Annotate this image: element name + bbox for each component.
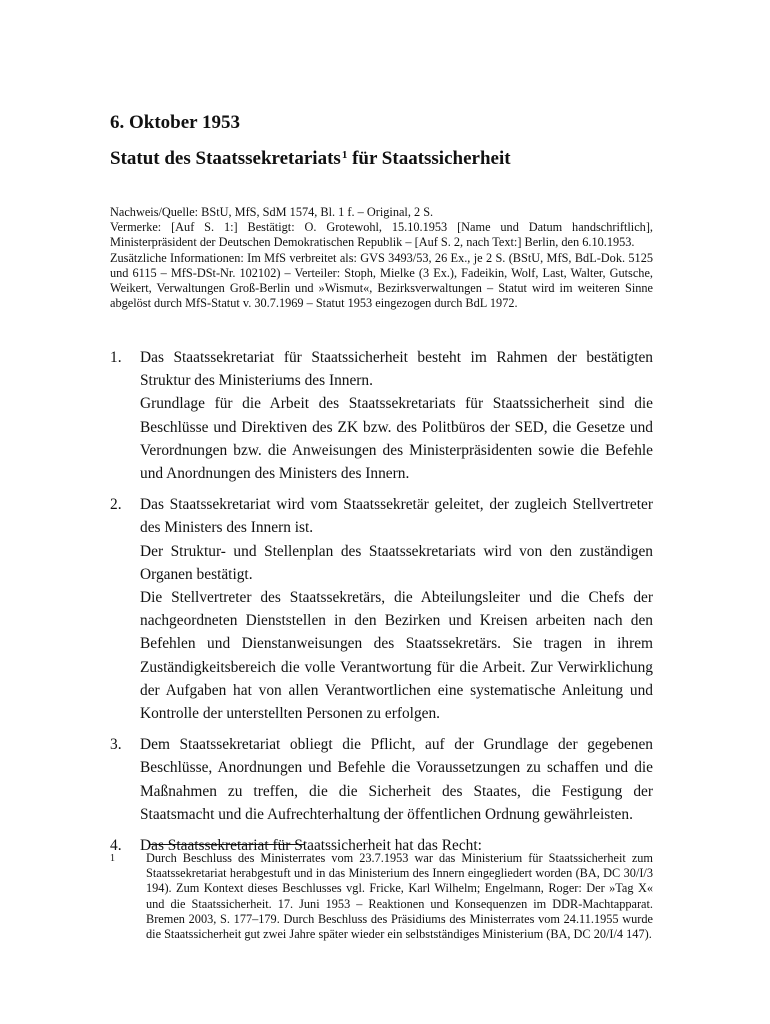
article-paragraph: Der Struktur- und Stellenplan des Staatssekretariats wird von den zuständigen Organen bestätigt. (140, 542, 653, 583)
document-title (110, 148, 511, 170)
title-text: Statut des Staatssekretariats (110, 148, 341, 169)
article-number: 2. (110, 496, 122, 514)
article-item (110, 493, 653, 725)
footnote-mark: 1 (110, 853, 115, 864)
article-list (110, 346, 653, 865)
article-paragraph: Das Staatssekretariat für Staatssicherheit besteht im Rahmen der bestätigten Struktur des Ministeriums des Innern. (140, 349, 653, 390)
source-note (110, 205, 653, 311)
article-number: 3. (110, 736, 122, 754)
title-suffix: für Staatssicherheit (347, 148, 511, 169)
article-item (110, 733, 653, 826)
article-paragraph: Dem Staatssekretariat obliegt die Pflicht, auf der Grundlage der gegebenen Beschlüsse, Anordnungen und Befehle die Voraussetzungen zu schaffen und die Maßnahmen zu treffen, die die Sicherheit des Staates, die Festigung der Staatsmacht und die Aufrechterhaltung der öffentlichen Ordnung gewährleisten. (140, 736, 653, 823)
footnote-text: Durch Beschluss des Ministerrates vom 23.7.1953 war das Ministerium für Staatssicherheit zum Staatssekretariat herabgestuft und in das Ministerium des Innern eingegliedert worden (BA, DC 30/I/3 194). Zum Kontext dieses Beschlusses vgl. Fricke, Karl Wilhelm; Engelmann, Roger: Der »Tag X« und die Staatssicherheit. 17. Juni 1953 – Reaktionen und Konsequenzen im DDR-Machtapparat. Bremen 2003, S. 177–179. Durch Beschluss des Präsidiums des Ministerrates vom 24.11.1955 wurde die Staatssicherheit gut zwei Jahre später wieder ein selbstständiges Ministerium (BA, DC 20/I/4 147). (146, 851, 653, 942)
article-paragraph: Das Staatssekretariat für Staatssicherheit hat das Recht: (140, 837, 482, 855)
article-paragraph: Grundlage für die Arbeit des Staatssekretariats für Staatssicherheit sind die Beschlüsse und Direktiven des ZK bzw. des Politbüros der SED, die Gesetze und Verordnungen bzw. die Anweisungen des Ministerpräsidenten sowie die Befehle und Anordnungen des Ministers des Innern. (140, 395, 653, 483)
footnote-separator (150, 844, 305, 845)
article-paragraph: Das Staatssekretariat wird vom Staatssekretär geleitet, der zugleich Stellvertreter des Ministers des Innern ist. (140, 496, 653, 537)
article-paragraph: Die Stellvertreter des Staatssekretärs, die Abteilungsleiter und die Chefs der nachgeordneten Dienststellen in den Bezirken und Kreisen arbeiten nach den Befehlen und Dienstanweisungen des Staatssekretärs. Sie tragen in ihrem Zuständigkeitsbereich die volle Verantwortung für die Arbeit. Zur Verwirklichung der Aufgaben hat von allen Verantwortlichen eine systematische Anleitung und Kontrolle der unterstellten Personen zu erfolgen. (140, 589, 653, 723)
source-line: Vermerke: [Auf S. 1:] Bestätigt: O. Grotewohl, 15.10.1953 [Name und Datum handschriftlich], Ministerpräsident der Deutschen Demokratischen Republik – [Auf S. 2, nach Text:] Berlin, den 6.10.1953. (110, 220, 653, 250)
article-number: 1. (110, 349, 122, 366)
article-number: 4. (110, 837, 122, 855)
footnote (110, 851, 653, 942)
footnote-reference[interactable]: 1 (341, 149, 348, 161)
source-line: Zusätzliche Informationen: Im MfS verbreitet als: GVS 3493/53, 26 Ex., je 2 S. (BStU, MfS, BdL-Dok. 5125 und 6115 – MfS-DSt-Nr. 102102) – Verteiler: Stoph, Mielke (3 Ex.), Fadeikin, Wolf, Last, Walter, Gutsche, Weikert, Verwaltungen Groß-Berlin und »Wismut«, Bezirksverwaltungen – Statut wird im weiteren Sinne abgelöst durch MfS-Statut v. 30.7.1969 – Statut 1953 eingezogen durch BdL 1972. (110, 250, 653, 311)
source-line: Nachweis/Quelle: BStU, MfS, SdM 1574, Bl. 1 f. – Original, 2 S. (110, 205, 434, 219)
article-item (110, 346, 653, 485)
document-date: 6. Oktober 1953 (110, 112, 241, 133)
